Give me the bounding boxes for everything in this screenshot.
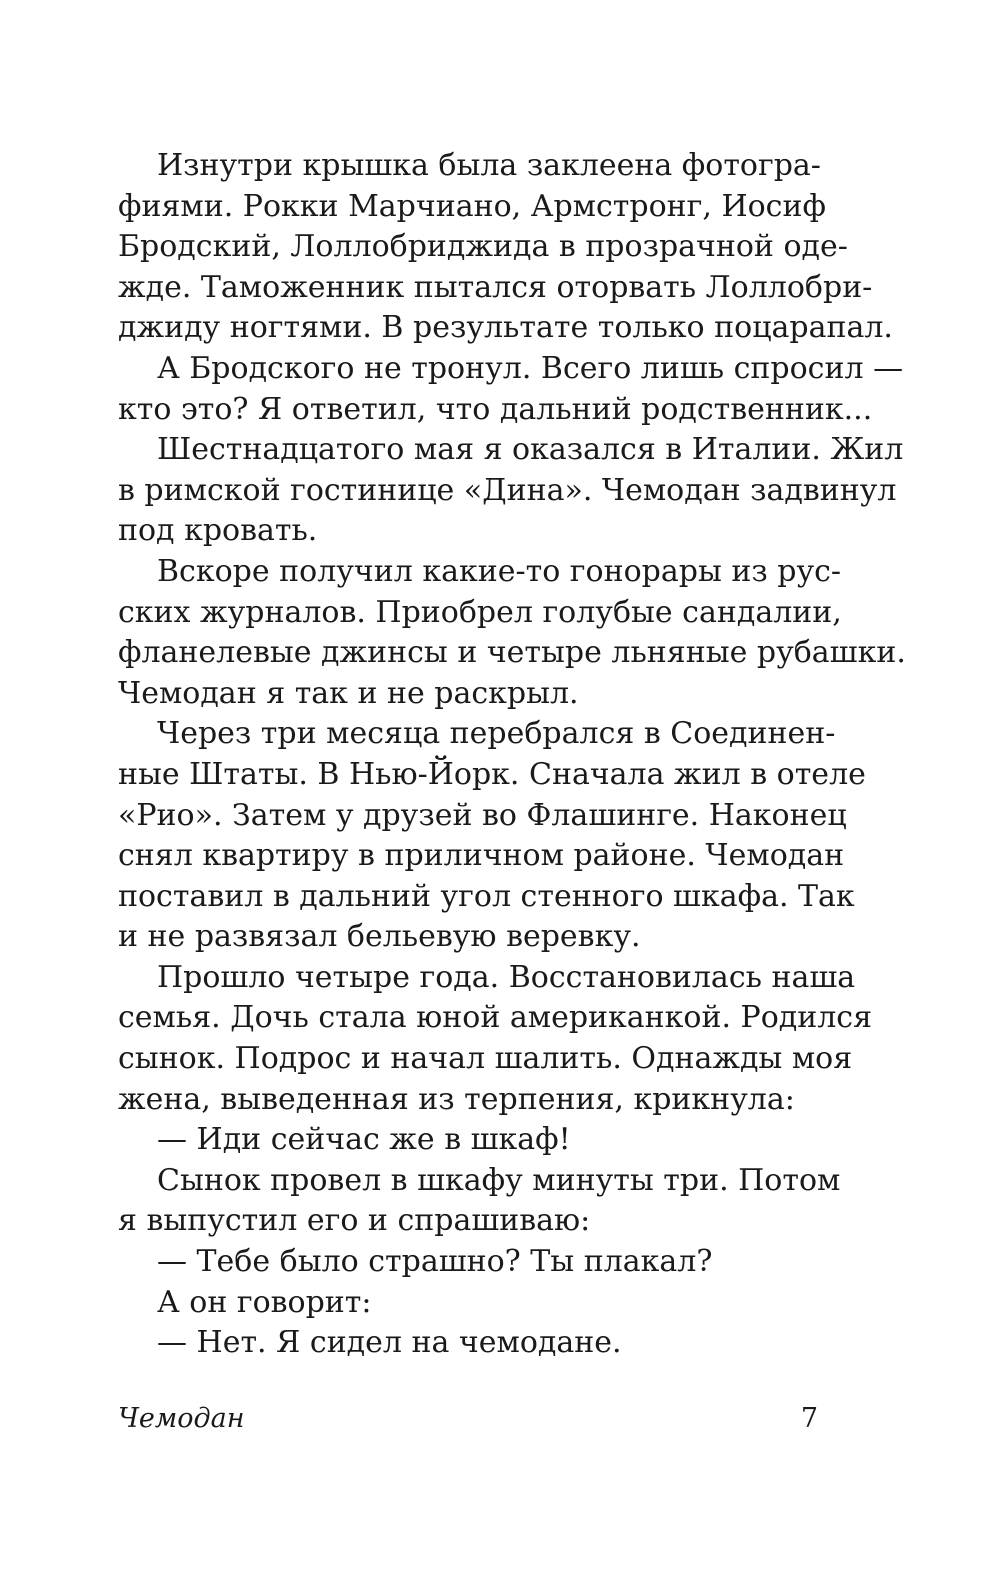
text-line: «Рио». Затем у друзей во Флашинге. Наконец xyxy=(118,797,847,833)
text-line: — Нет. Я сидел на чемодане. xyxy=(157,1325,622,1361)
text-line: сынок. Подрос и начал шалить. Однажды моя xyxy=(118,1041,853,1077)
text-line: Чемодан я так и не раскрыл. xyxy=(118,675,579,711)
body-text xyxy=(118,146,906,1364)
running-title: Чемодан xyxy=(118,1403,245,1434)
text-line: — Тебе было страшно? Ты плакал? xyxy=(157,1244,713,1280)
text-line: А Бродского не тронул. Всего лишь спросил — xyxy=(157,350,904,386)
text-line: Шестнадцатого мая я оказался в Италии. Жил xyxy=(157,432,904,468)
text-line: Сынок провел в шкафу минуты три. Потом xyxy=(157,1162,841,1198)
text-line: Изнутри крышка была заклеена фотогра- xyxy=(157,148,821,183)
text-line: Прошло четыре года. Восстановилась наша xyxy=(157,959,856,995)
text-line: и не развязал бельевую веревку. xyxy=(118,919,641,955)
text-line: я выпустил его и спрашиваю: xyxy=(118,1203,591,1239)
text-line: под кровать. xyxy=(118,513,318,549)
text-line: А он говорит: xyxy=(157,1284,372,1320)
text-line: ских журналов. Приобрел голубые сандалии, xyxy=(118,594,842,630)
text-line: фиями. Рокки Марчиано, Армстронг, Иосиф xyxy=(118,188,826,224)
text-line: фланелевые джинсы и четыре льняные рубашки. xyxy=(118,635,906,671)
text-line: Вскоре получил какие-то гонорары из рус- xyxy=(157,553,842,589)
text-line: поставил в дальний угол стенного шкафа. Так xyxy=(118,878,855,914)
text-line: жена, выведенная из терпения, крикнула: xyxy=(118,1081,795,1117)
text-line: джиду ногтями. В результате только поцарапал. xyxy=(118,310,893,346)
text-line: — Иди сейчас же в шкаф! xyxy=(157,1122,571,1158)
text-line: кто это? Я ответил, что дальний родственник... xyxy=(118,391,873,427)
text-line: жде. Таможенник пытался оторвать Лоллобри- xyxy=(118,269,873,305)
text-line: Бродский, Лоллобриджида в прозрачной оде- xyxy=(118,229,848,265)
text-line: в римской гостинице «Дина». Чемодан задвинул xyxy=(118,472,897,508)
text-line: снял квартиру в приличном районе. Чемодан xyxy=(118,838,845,874)
text-line: ные Штаты. В Нью-Йорк. Сначала жил в отеле xyxy=(118,756,866,792)
page-footer xyxy=(118,1403,818,1443)
text-line: Через три месяца перебрался в Соединен- xyxy=(157,716,836,752)
page-number: 7 xyxy=(800,1403,818,1434)
text-line: семья. Дочь стала юной американкой. Родился xyxy=(118,1000,873,1036)
